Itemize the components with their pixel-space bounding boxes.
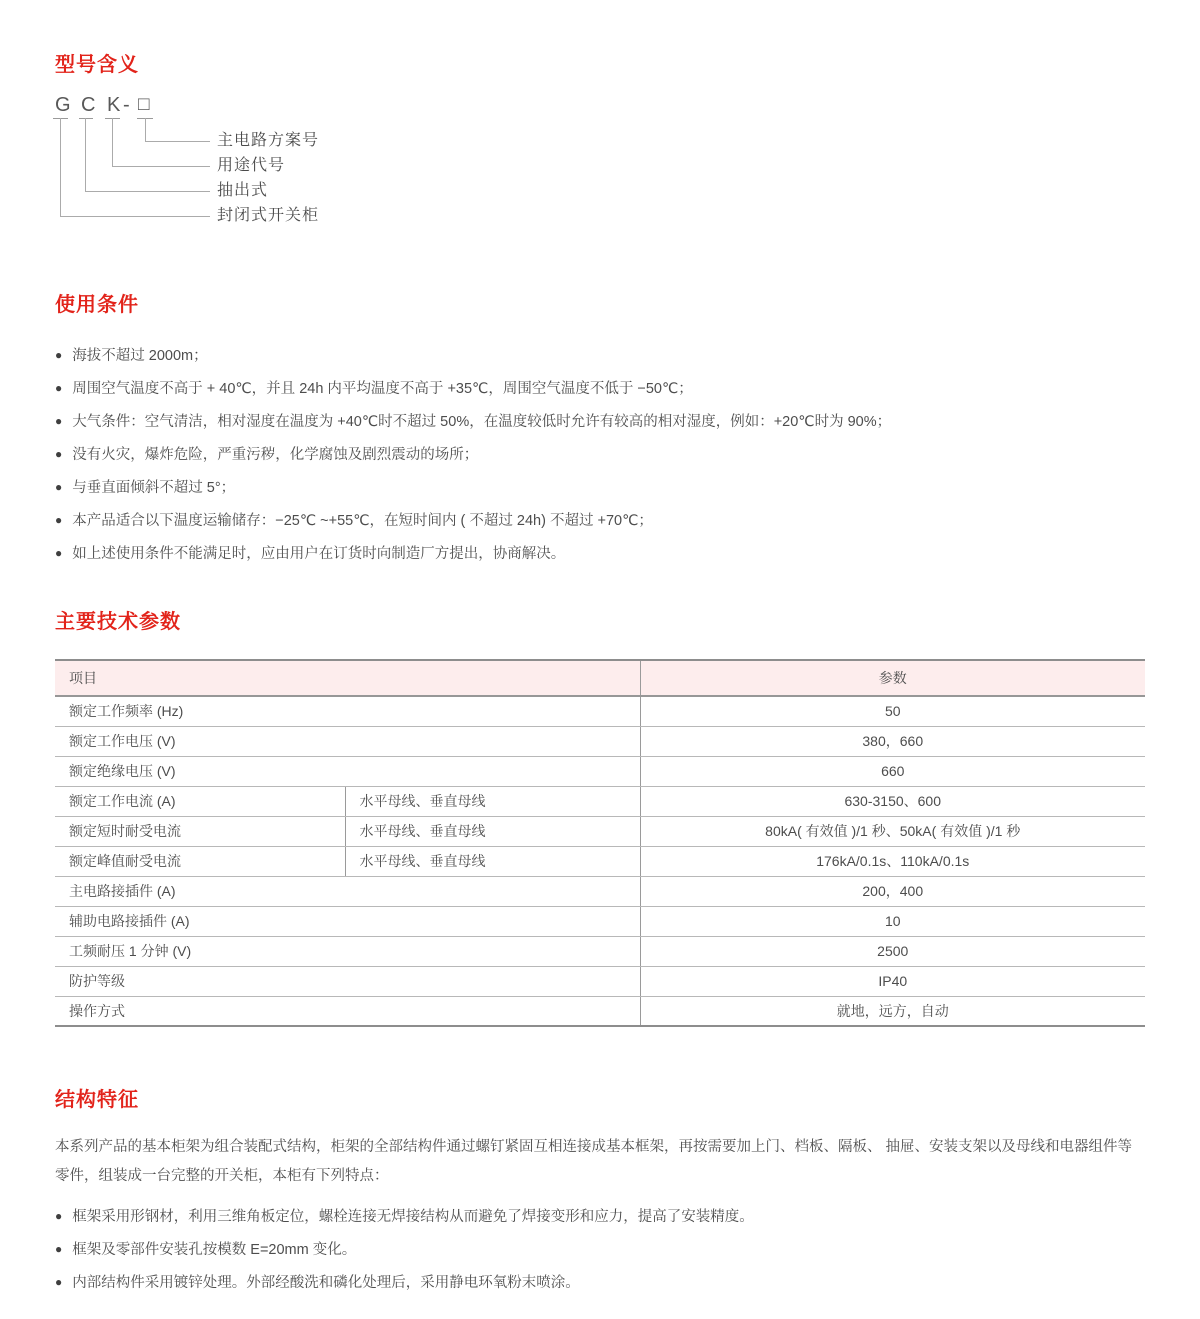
table-row	[55, 756, 1145, 786]
connector-hline-4	[60, 216, 210, 217]
param-name: 额定工作电流 (A)	[55, 786, 345, 816]
list-item	[55, 503, 1145, 536]
scheme-number-box: □	[138, 94, 150, 115]
code-char-g: G	[55, 94, 71, 116]
param-value: 660	[640, 756, 1145, 786]
section-tech-params	[55, 609, 1145, 1027]
param-value: 10	[640, 906, 1145, 936]
param-value: 630-3150、600	[640, 786, 1145, 816]
list-item	[55, 371, 1145, 404]
list-item	[55, 1265, 1145, 1298]
code-char-k: K	[107, 94, 121, 116]
condition-text: 本产品适合以下温度运输储存：−25℃ ~+55℃，在短时间内 ( 不超过 24h) 不超过 +70℃；	[72, 513, 653, 529]
structure-intro-paragraph: 本系列产品的基本柜架为组合装配式结构，柜架的全部结构件通过螺钉紧固互相连接成基本框架，再按需要加上门、档板、隔板、 抽屉、安装支架以及母线和电器组件等零件，组装成一台完整的开关柜，本柜有下列特点：	[55, 1139, 1133, 1184]
bullet-icon: ●	[55, 512, 63, 527]
table-row	[55, 966, 1145, 996]
param-value: 50	[640, 696, 1145, 726]
connector-hline-1	[145, 141, 210, 142]
param-value: IP40	[640, 966, 1145, 996]
tick-under-c	[79, 118, 93, 119]
list-item	[55, 437, 1145, 470]
param-subitem: 水平母线、垂直母线	[345, 846, 640, 876]
connector-hline-3	[85, 191, 210, 192]
feature-text: 框架及零部件安装孔按模数 E=20mm 变化。	[72, 1242, 357, 1258]
bullet-icon: ●	[55, 413, 63, 428]
tech-params-heading: 主要技术参数	[55, 611, 181, 633]
bullet-icon: ●	[55, 1274, 63, 1289]
section-model-meaning	[55, 52, 1145, 244]
param-subitem: 水平母线、垂直母线	[345, 786, 640, 816]
param-value: 380，660	[640, 726, 1145, 756]
condition-text: 与垂直面倾斜不超过 5°；	[72, 480, 236, 496]
list-item	[55, 1232, 1145, 1265]
bullet-icon: ●	[55, 347, 63, 362]
code-label-drawout: 抽出式	[217, 182, 269, 199]
bullet-icon: ●	[55, 1241, 63, 1256]
connector-vline-box	[145, 118, 146, 141]
column-header-item: 项目	[55, 660, 640, 696]
param-value: 176kA/0.1s、110kA/0.1s	[640, 846, 1145, 876]
param-name: 额定工作电压 (V)	[55, 726, 640, 756]
code-char-c: C	[81, 94, 96, 116]
table-row	[55, 876, 1145, 906]
code-label-enclosed: 封闭式开关柜	[217, 207, 320, 224]
connector-vline-c	[85, 118, 86, 191]
param-subitem: 水平母线、垂直母线	[345, 816, 640, 846]
column-header-param: 参数	[640, 660, 1145, 696]
feature-text: 框架采用形钢材，利用三维角板定位，螺栓连接无焊接结构从而避免了焊接变形和应力，提高了安装精度。	[72, 1209, 754, 1225]
condition-text: 周围空气温度不高于 + 40℃，并且 24h 内平均温度不高于 +35℃，周围空气温度不低于 −50℃；	[72, 381, 693, 397]
param-value: 就地，远方，自动	[640, 996, 1145, 1026]
param-name: 额定绝缘电压 (V)	[55, 756, 640, 786]
param-name: 操作方式	[55, 996, 640, 1026]
condition-text: 没有火灾，爆炸危险，严重污秽，化学腐蚀及剧烈震动的场所；	[72, 447, 479, 463]
code-char-dash: -	[123, 94, 130, 116]
param-value: 200，400	[640, 876, 1145, 906]
structure-features-heading: 结构特征	[55, 1089, 139, 1111]
table-row	[55, 846, 1145, 876]
condition-text: 大气条件：空气清洁，相对湿度在温度为 +40℃时不超过 50%，在温度较低时允许有较高的相对湿度，例如：+20℃时为 90%；	[72, 414, 892, 430]
connector-hline-2	[112, 166, 210, 167]
table-row	[55, 936, 1145, 966]
structure-features-list	[55, 1199, 1145, 1298]
bullet-icon: ●	[55, 545, 63, 560]
param-name: 额定峰值耐受电流	[55, 846, 345, 876]
table-header-row	[55, 660, 1145, 696]
table-row	[55, 786, 1145, 816]
feature-text: 内部结构件采用镀锌处理。外部经酸洗和磷化处理后，采用静电环氧粉末喷涂。	[72, 1275, 580, 1291]
model-code-diagram	[55, 94, 1145, 244]
bullet-icon: ●	[55, 1208, 63, 1223]
list-item	[55, 1199, 1145, 1232]
connector-vline-k	[112, 118, 113, 166]
bullet-icon: ●	[55, 446, 63, 461]
param-name: 额定工作频率 (Hz)	[55, 696, 640, 726]
condition-text: 如上述使用条件不能满足时，应由用户在订货时向制造厂方提出，协商解决。	[72, 546, 566, 562]
table-row	[55, 696, 1145, 726]
param-name: 主电路接插件 (A)	[55, 876, 640, 906]
usage-conditions-heading: 使用条件	[55, 294, 139, 316]
condition-text: 海拔不超过 2000m；	[72, 348, 208, 364]
bullet-icon: ●	[55, 380, 63, 395]
list-item	[55, 404, 1145, 437]
param-value: 2500	[640, 936, 1145, 966]
list-item	[55, 470, 1145, 503]
table-row	[55, 816, 1145, 846]
usage-conditions-list	[55, 338, 1145, 569]
table-row	[55, 906, 1145, 936]
param-name: 防护等级	[55, 966, 640, 996]
list-item	[55, 338, 1145, 371]
connector-vline-g	[60, 118, 61, 216]
table-row	[55, 726, 1145, 756]
code-label-scheme: 主电路方案号	[217, 132, 320, 149]
param-value: 80kA( 有效值 )/1 秒、50kA( 有效值 )/1 秒	[640, 816, 1145, 846]
list-item	[55, 536, 1145, 569]
tech-params-table	[55, 659, 1145, 1027]
param-name: 额定短时耐受电流	[55, 816, 345, 846]
model-meaning-heading: 型号含义	[55, 54, 139, 76]
code-label-usage: 用途代号	[217, 157, 286, 174]
bullet-icon: ●	[55, 479, 63, 494]
param-name: 辅助电路接插件 (A)	[55, 906, 640, 936]
param-name: 工频耐压 1 分钟 (V)	[55, 936, 640, 966]
section-usage-conditions	[55, 292, 1145, 569]
section-structure-features	[55, 1087, 1145, 1298]
table-row	[55, 996, 1145, 1026]
